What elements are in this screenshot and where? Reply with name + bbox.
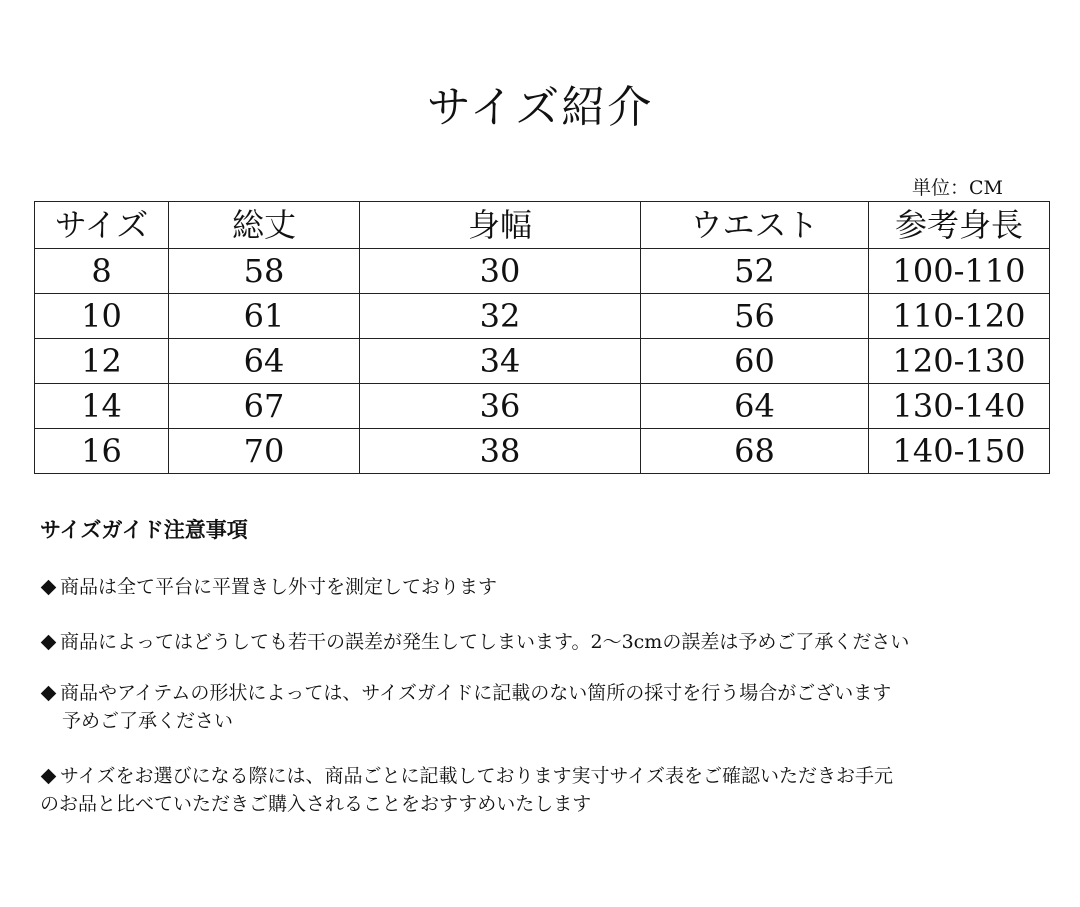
table-cell: 12 bbox=[35, 339, 169, 384]
table-cell: 130-140 bbox=[869, 384, 1050, 429]
table-cell: 68 bbox=[641, 429, 869, 474]
table-cell: 67 bbox=[169, 384, 360, 429]
table-cell: 64 bbox=[641, 384, 869, 429]
size-table bbox=[34, 201, 1050, 474]
table-cell: 10 bbox=[35, 294, 169, 339]
note-item-4 bbox=[40, 762, 1050, 818]
table-cell: 16 bbox=[35, 429, 169, 474]
header-size: サイズ bbox=[35, 202, 169, 249]
diamond-bullet-icon bbox=[41, 579, 57, 595]
table-cell: 8 bbox=[35, 249, 169, 294]
diamond-bullet-icon bbox=[41, 768, 57, 784]
note-text: サイズをお選びになる際には、商品ごとに記載しております実寸サイズ表をご確認いただきお手元 bbox=[60, 765, 893, 787]
note-text: 商品によってはどうしても若干の誤差が発生してしまいます。2〜3cmの誤差は予めご了承ください bbox=[60, 631, 910, 653]
table-cell: 140-150 bbox=[869, 429, 1050, 474]
table-cell: 58 bbox=[169, 249, 360, 294]
table-cell: 56 bbox=[641, 294, 869, 339]
table-cell: 34 bbox=[360, 339, 641, 384]
table-cell: 38 bbox=[360, 429, 641, 474]
notes-heading: サイズガイド注意事項 bbox=[40, 517, 248, 542]
table-cell: 14 bbox=[35, 384, 169, 429]
note-item-2 bbox=[40, 628, 1050, 656]
diamond-bullet-icon bbox=[41, 685, 57, 701]
table-cell: 100-110 bbox=[869, 249, 1050, 294]
table-cell: 36 bbox=[360, 384, 641, 429]
note-text-continued: のお品と比べていただきご購入されることをおすすめいたします bbox=[40, 793, 592, 815]
note-text: 商品は全て平台に平置きし外寸を測定しております bbox=[60, 576, 498, 598]
table-cell: 32 bbox=[360, 294, 641, 339]
note-item-3 bbox=[40, 679, 1050, 735]
header-length: 総丈 bbox=[169, 202, 360, 249]
table-cell: 61 bbox=[169, 294, 360, 339]
table-cell: 60 bbox=[641, 339, 869, 384]
note-text: 商品やアイテムの形状によっては、サイズガイドに記載のない箇所の採寸を行う場合がございます bbox=[60, 682, 892, 704]
table-row bbox=[35, 249, 1050, 294]
table-cell: 30 bbox=[360, 249, 641, 294]
note-item-1 bbox=[40, 573, 1050, 601]
page-title: サイズ紹介 bbox=[426, 82, 654, 133]
unit-label: 単位：CM bbox=[912, 177, 1003, 199]
header-height: 参考身長 bbox=[869, 202, 1050, 249]
table-row bbox=[35, 429, 1050, 474]
table-cell: 52 bbox=[641, 249, 869, 294]
table-row bbox=[35, 384, 1050, 429]
note-text-continued: 予めご了承ください bbox=[62, 710, 234, 732]
header-width: 身幅 bbox=[360, 202, 641, 249]
header-waist: ウエスト bbox=[641, 202, 869, 249]
diamond-bullet-icon bbox=[41, 634, 57, 650]
table-cell: 70 bbox=[169, 429, 360, 474]
table-row bbox=[35, 294, 1050, 339]
table-cell: 120-130 bbox=[869, 339, 1050, 384]
table-cell: 110-120 bbox=[869, 294, 1050, 339]
table-row bbox=[35, 339, 1050, 384]
table-cell: 64 bbox=[169, 339, 360, 384]
table-header-row bbox=[35, 202, 1050, 249]
